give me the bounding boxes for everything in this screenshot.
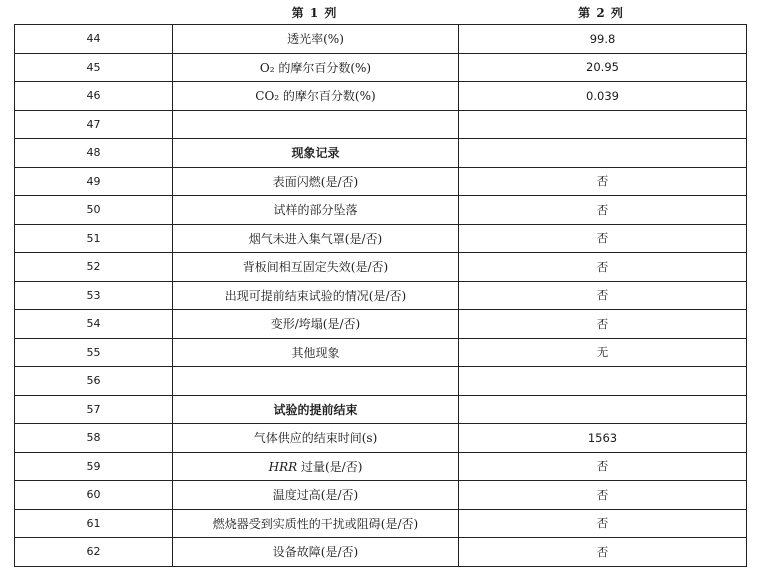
row-value: 否 xyxy=(459,196,747,225)
row-number: 61 xyxy=(15,509,173,538)
row-value: 否 xyxy=(459,281,747,310)
table-row xyxy=(15,82,747,111)
row-number: 47 xyxy=(15,110,173,139)
table-row xyxy=(15,25,747,54)
row-number: 45 xyxy=(15,53,173,82)
row-value: 否 xyxy=(459,481,747,510)
row-value: 否 xyxy=(459,167,747,196)
table-row xyxy=(15,338,747,367)
row-label: 气体供应的结束时间(s) xyxy=(173,424,459,453)
row-label: 透光率(%) xyxy=(173,25,459,54)
row-value: 否 xyxy=(459,310,747,339)
row-value: 无 xyxy=(459,338,747,367)
table-row xyxy=(15,481,747,510)
row-number: 53 xyxy=(15,281,173,310)
row-value xyxy=(459,367,747,396)
row-number: 58 xyxy=(15,424,173,453)
table-row xyxy=(15,139,747,168)
row-number: 46 xyxy=(15,82,173,111)
column-header-spacer xyxy=(14,3,172,23)
data-table xyxy=(14,24,747,567)
row-value: 否 xyxy=(459,253,747,282)
row-number: 62 xyxy=(15,538,173,567)
table-row xyxy=(15,253,747,282)
row-number: 50 xyxy=(15,196,173,225)
row-value: 20.95 xyxy=(459,53,747,82)
row-label: 表面闪燃(是/否) xyxy=(173,167,459,196)
table-row xyxy=(15,310,747,339)
table-row xyxy=(15,395,747,424)
row-label xyxy=(173,110,459,139)
row-number: 52 xyxy=(15,253,173,282)
row-label: 出现可提前结束试验的情况(是/否) xyxy=(173,281,459,310)
column-header-1: 第 1 列 xyxy=(291,6,338,20)
row-value: 0.039 xyxy=(459,82,747,111)
table-row xyxy=(15,110,747,139)
row-number: 60 xyxy=(15,481,173,510)
row-number: 57 xyxy=(15,395,173,424)
row-value: 1563 xyxy=(459,424,747,453)
row-label xyxy=(173,367,459,396)
table-row xyxy=(15,224,747,253)
row-value: 99.8 xyxy=(459,25,747,54)
table-row xyxy=(15,167,747,196)
row-label: 设备故障(是/否) xyxy=(173,538,459,567)
section-heading: 试验的提前结束 xyxy=(173,395,459,424)
row-label: 温度过高(是/否) xyxy=(173,481,459,510)
column-header-2: 第 2 列 xyxy=(578,6,624,20)
row-label: 烟气未进入集气罩(是/否) xyxy=(173,224,459,253)
row-number: 51 xyxy=(15,224,173,253)
row-value xyxy=(459,110,747,139)
row-label-abbrev: HRR xyxy=(268,459,298,474)
table-row xyxy=(15,196,747,225)
column-header-row xyxy=(14,3,745,23)
row-number: 56 xyxy=(15,367,173,396)
row-number: 59 xyxy=(15,452,173,481)
row-value: 否 xyxy=(459,538,747,567)
row-label: 其他现象 xyxy=(173,338,459,367)
row-label-tail: 过量(是/否) xyxy=(297,459,363,474)
table-row xyxy=(15,281,747,310)
row-label: 燃烧器受到实质性的干扰或阻碍(是/否) xyxy=(173,509,459,538)
row-value: 否 xyxy=(459,509,747,538)
row-label: O₂ 的摩尔百分数(%) xyxy=(173,53,459,82)
table-row xyxy=(15,367,747,396)
row-number: 44 xyxy=(15,25,173,54)
row-value xyxy=(459,139,747,168)
row-value: 否 xyxy=(459,452,747,481)
row-number: 48 xyxy=(15,139,173,168)
row-number: 54 xyxy=(15,310,173,339)
row-value: 否 xyxy=(459,224,747,253)
row-number: 55 xyxy=(15,338,173,367)
row-label: CO₂ 的摩尔百分数(%) xyxy=(173,82,459,111)
table-row xyxy=(15,424,747,453)
row-label: 背板间相互固定失效(是/否) xyxy=(173,253,459,282)
row-label: 变形/垮塌(是/否) xyxy=(173,310,459,339)
section-heading: 现象记录 xyxy=(173,139,459,168)
table-row xyxy=(15,509,747,538)
row-label xyxy=(173,452,459,481)
table-row xyxy=(15,538,747,567)
row-number: 49 xyxy=(15,167,173,196)
row-value xyxy=(459,395,747,424)
table-row xyxy=(15,452,747,481)
table-row xyxy=(15,53,747,82)
row-label: 试样的部分坠落 xyxy=(173,196,459,225)
